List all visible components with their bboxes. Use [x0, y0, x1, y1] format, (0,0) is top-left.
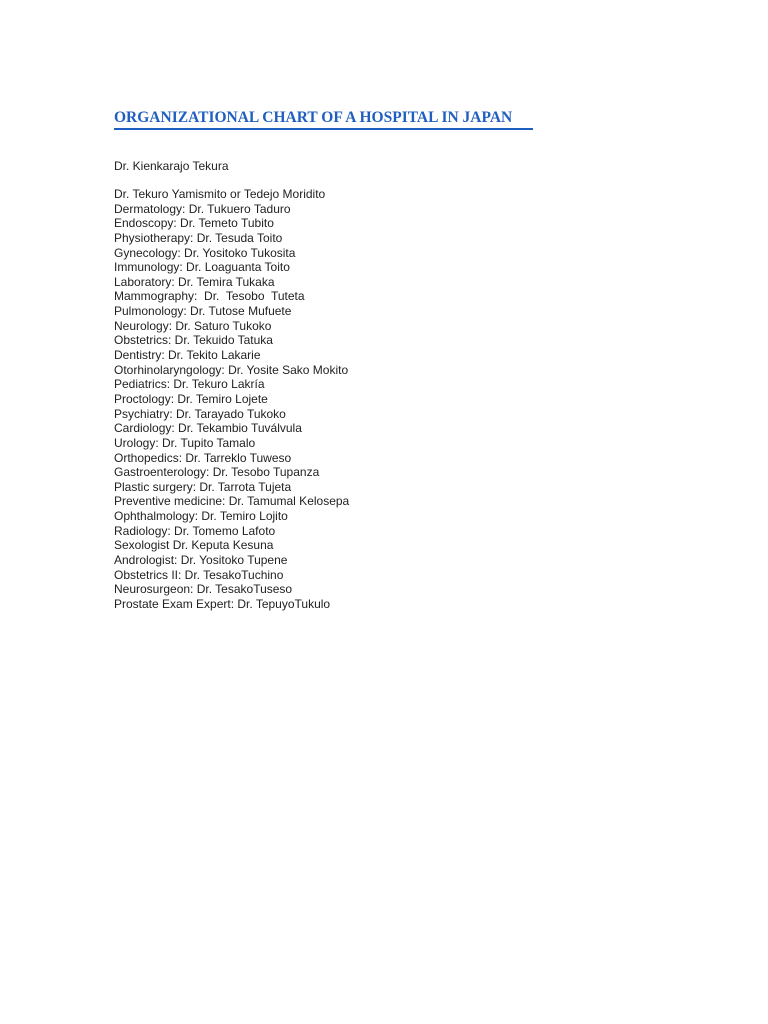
list-item: Andrologist: Dr. Yositoko Tupene [114, 553, 288, 568]
list-item: Neurology: Dr. Saturo Tukoko [114, 318, 272, 333]
list-item: Cardiology: Dr. Tekambio Tuválvula [114, 421, 302, 436]
list-item: Dermatology: Dr. Tukuero Taduro [114, 201, 291, 216]
list-item: Physiotherapy: Dr. Tesuda Toito [114, 230, 283, 245]
list-item: Laboratory: Dr. Temira Tukaka [114, 274, 275, 289]
title-underline [114, 128, 533, 130]
list-item: Gastroenterology: Dr. Tesobo Tupanza [114, 465, 320, 480]
list-item: Obstetrics II: Dr. TesakoTuchino [114, 567, 284, 582]
list-item: Otorhinolaryngology: Dr. Yosite Sako Mokito [114, 362, 349, 377]
list-item: Immunology: Dr. Loaguanta Toito [114, 260, 290, 275]
document-title: ORGANIZATIONAL CHART OF A HOSPITAL IN JAPAN [114, 109, 513, 126]
list-item: Pulmonology: Dr. Tutose Mufuete [114, 304, 292, 319]
list-item: Sexologist Dr. Keputa Kesuna [114, 538, 274, 553]
list-item: Proctology: Dr. Temiro Lojete [114, 391, 268, 406]
list-item: Pediatrics: Dr. Tekuro Lakría [114, 377, 265, 392]
list-item: Preventive medicine: Dr. Tamumal Kelosepa [114, 494, 350, 509]
list-item: Ophthalmology: Dr. Temiro Lojito [114, 509, 288, 524]
list-item: Orthopedics: Dr. Tarreklo Tuweso [114, 450, 292, 465]
hospital-director: Dr. Kienkarajo Tekura [114, 159, 229, 173]
list-item: Radiology: Dr. Tomemo Lafoto [114, 523, 276, 538]
list-item: Mammography: Dr. Tesobo Tuteta [114, 289, 305, 304]
list-item: Urology: Dr. Tupito Tamalo [114, 435, 256, 450]
list-item: Dentistry: Dr. Tekito Lakarie [114, 348, 261, 363]
list-item: Prostate Exam Expert: Dr. TepuyoTukulo [114, 596, 331, 611]
department-list [114, 187, 349, 612]
list-item: Psychiatry: Dr. Tarayado Tukoko [114, 406, 286, 421]
list-item: Neurosurgeon: Dr. TesakoTuseso [114, 582, 293, 597]
list-item: Gynecology: Dr. Yositoko Tukosita [114, 245, 296, 260]
list-item: Obstetrics: Dr. Tekuido Tatuka [114, 333, 273, 348]
list-item: Endoscopy: Dr. Temeto Tubito [114, 216, 274, 231]
list-item: Dr. Tekuro Yamismito or Tedejo Moridito [114, 187, 326, 201]
list-item: Plastic surgery: Dr. Tarrota Tujeta [114, 479, 292, 494]
